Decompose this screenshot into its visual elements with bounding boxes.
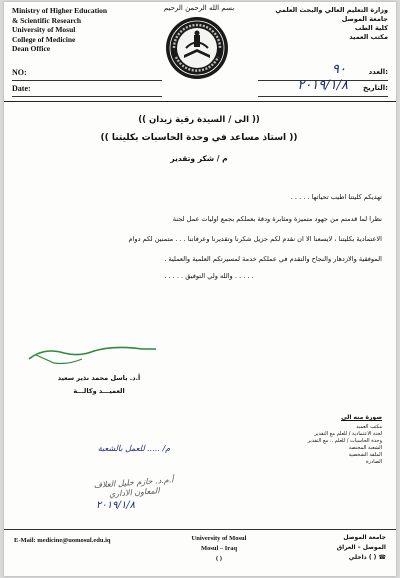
footer-phone-ar: ☎ ( ) داخلي <box>348 554 386 561</box>
header-ar-line: جامعة الموصل <box>341 15 388 23</box>
body-line: نظرا لما قدمتم من جهود متميزة ومثابرة ودقة بعملكم بجمع اوليات عمل لجنة <box>172 215 382 223</box>
footer-university-ar: جامعة الموصل <box>343 534 386 541</box>
cc-item: وحدة الحاسبات / للعلم .. مع التقدير <box>307 438 382 444</box>
cc-item: الشعبة المختصة <box>348 445 382 451</box>
header-en-line: Ministry of Higher Education <box>12 6 108 15</box>
header-english <box>12 6 152 54</box>
body-line: الاعتمادية بكليتنا ، لايسعنا الا ان نقدم لكم جزيل شكرنا وتقديرنا وعرفاننا . . . متمنين لكم دوام <box>128 235 382 243</box>
university-seal-logo <box>164 15 230 81</box>
letter-page <box>4 2 396 576</box>
header-en-line: University of Mosul <box>12 25 76 34</box>
basmala: بسم الله الرحمن الرحيم <box>163 4 235 12</box>
signatory-name: أ.د. باسل محمد نذير سعيد <box>57 374 141 382</box>
footer-phone: ( ) <box>216 555 222 562</box>
number-label-ar: :العدد <box>368 68 388 76</box>
cc-item: الصادرة <box>365 459 382 465</box>
date-label-ar: :التاريخ <box>362 84 388 92</box>
header-en-line: & Scientific Research <box>12 15 82 25</box>
header-ar-line: وزارة التعليم العالي والبحث العلمي <box>275 6 388 14</box>
header-ar-line: كلية الطب <box>354 24 388 32</box>
position-line: (( استاذ مساعد في وحدة الحاسبات بكليتنا )) <box>100 133 298 143</box>
header-ar-line: مكتب العميد <box>349 33 388 41</box>
number-label: NO: <box>12 68 27 77</box>
cc-heading: صورة منه الى <box>341 414 382 421</box>
footer-email: E-Mail: medicine@uomosul.edu.iq <box>14 537 111 544</box>
stamp-name: أ.م.د. حازم خليل العلاف <box>93 475 174 490</box>
cc-list <box>242 424 382 466</box>
handwritten-note: م/ ..... للعمل بالشعبة <box>97 444 171 453</box>
green-signature-icon <box>24 337 164 367</box>
handwritten-date: ٢٠١٩/١/٨ <box>96 500 135 511</box>
number-value: ٩٠ <box>332 62 346 77</box>
date-value: ٢٠١٩/١/٨ <box>297 78 348 93</box>
footer-location-ar: الموصل – العراق <box>336 544 386 551</box>
recipient-line: (( الى / السيدة رقية زيدان )) <box>138 115 260 125</box>
body-line: الموفقية والازدهار والنجاح والتقدم في عملكم خدمة لمسيرتكم العلمية والعملية . <box>164 255 382 263</box>
footer-location: Mosul – Iraq <box>200 545 238 552</box>
cc-item: مكتب العميد <box>356 424 382 430</box>
stamp-title: المعاون الاداري <box>108 486 160 499</box>
date-label: Date: <box>12 84 31 93</box>
cc-item: الملفة الشخصية <box>348 452 382 458</box>
closing-line: . . . . . والله ولي التوفيق . . . . . <box>164 272 254 280</box>
header-en-line: College of Medicine <box>12 34 76 44</box>
header-en-line: Dean Office <box>12 44 51 53</box>
admin-stamp <box>88 475 179 501</box>
subject-line: م / شكر وتقدير <box>170 154 228 163</box>
greeting-line: تهديكم كليتنا اطيب تحياتها . . . . . <box>290 193 382 201</box>
cc-item: لجنة الاعتمادية / للعلم مع التقدير <box>314 431 382 437</box>
header-arabic <box>258 6 388 42</box>
signatory-title: العميـــد وكالـــة <box>73 387 125 395</box>
footer-university: University of Mosul <box>191 535 247 542</box>
